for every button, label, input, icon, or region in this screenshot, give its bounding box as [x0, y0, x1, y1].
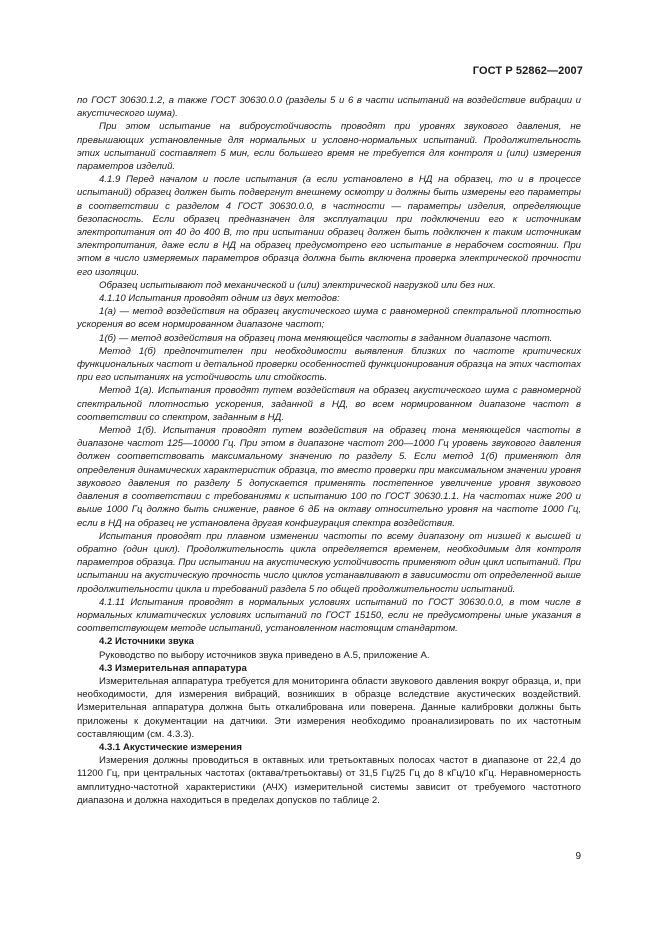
paragraph-method-1a: Метод 1(а). Испытания проводят путем воздействия на образец акустического шума с равномерной спектральной плотностью ускорения, заданной в НД, во всем нормированном диапазоне частот в соответствии со спектром, заданным в НД.	[77, 385, 581, 423]
document-body	[77, 94, 581, 807]
document-header: ГОСТ Р 52862—2007	[472, 65, 583, 77]
section-text-4-2: Руководство по выбору источников звука приведено в А.5, приложение А.	[99, 649, 430, 661]
paragraph-test-cycle: Испытания проводят при плавном изменении частоты по всему диапазону от низшей к высшей и обратно (один цикл). Продолжительность цикла определяется временем, необходимым для контроля параметров образца. При испытании на акустическую устойчивость применяют один цикл испытаний. При испытании на акустическую прочность число циклов устанавливают в зависимости от определенной выше продолжительности цикла и требований раздела 5 по общей продолжительности испытаний.	[77, 530, 581, 595]
paragraph-load-conditions: Образец испытывают под механической и (или) электрической нагрузкой или без них.	[99, 279, 496, 291]
section-heading-4-3: 4.3 Измерительная аппаратура	[99, 662, 247, 674]
section-heading-4-3-1: 4.3.1 Акустические измерения	[99, 741, 242, 753]
paragraph-4-1-11: 4.1.11 Испытания проводят в нормальных условиях испытаний по ГОСТ 30630.0.0, в том числе в нормальных климатических условиях испытаний по ГОСТ 15150, если не предусмотрены иные указания в соответствующем методе испытаний, установленном настоящим стандартом.	[77, 596, 581, 635]
paragraph-method-1b: Метод 1(б). Испытания проводят путем воздействия на образец тона меняющейся частоты в диапазоне частот 125—10000 Гц. При этом в диапазоне частот 200—1000 Гц уровень звукового давления должен соответствовать максимальному значению по разделу 5. Если метод 1(б) применяют для определения динамических характеристик образца, то вместо проверки при максимальном значении уровня звукового давления по разделу 5 допускается применять постепенное увеличение уровня звукового давления в соответствии с требованиями к испытанию 100 по ГОСТ 30630.1.1. На частотах ниже 200 и выше 1000 Гц должно быть снижение, равное 6 дБ на октаву относительно уровня на частоте 1000 Гц, если в НД на образец не установлена другая конфигурация спектра воздействия.	[77, 425, 581, 529]
paragraph-continuation: по ГОСТ 30630.1.2, а также ГОСТ 30630.0.0 (разделы 5 и 6 в части испытаний на воздействие вибрации и акустического шума).	[77, 95, 581, 120]
paragraph-method-1b-preferred: Метод 1(б) предпочтителен при необходимости выявления близких по частоте критических функциональных частот и детальной проверки особенностей функционирования образца на этих частотах при его испытаниях на устойчивость или стойкость.	[77, 345, 581, 384]
paragraph-method-1a-def: 1(а) — метод воздействия на образец акустического шума с равномерной спектральной плотностью ускорения во всем нормированном диапазоне частот;	[77, 306, 581, 331]
paragraph-vibration-resistance: При этом испытание на виброустойчивость проводят при уровнях звукового давления, не превышающих установленные для нормальных и условно-нормальных испытаний. Продолжительность этих испытаний составляет 5 мин, если большего время не требуется для контроля и (или) измерения параметров изделий.	[77, 121, 581, 173]
paragraph-method-1b-def: 1(б) — метод воздействия на образец тона меняющейся частоты в заданном диапазоне частот.	[99, 332, 553, 344]
section-text-4-3: Измерительная аппаратура требуется для мониторинга области звукового давления вокруг образца, и, при необходимости, для измерения вибраций, возникших в образце вследствие акустических воздействий. Измерительная аппаратура должна быть откалиброванa или поверена. Данные калибровки должны быть приложены к документации на датчики. Эти измерения необходимо проанализировать по их частотным составляющим (см. 4.3.3).	[77, 675, 581, 740]
paragraph-4-1-10: 4.1.10 Испытания проводят одним из двух методов:	[99, 293, 340, 305]
section-heading-4-2: 4.2 Источники звука	[99, 636, 194, 648]
paragraph-4-1-9: 4.1.9 Перед началом и после испытания (а если установлено в НД на образец, то и в процессе испытаний) образец должен быть подвергнут внешнему осмотру и должны быть измерены его параметры в соответствии с разделом 4 ГОСТ 30630.0.0, в частности — параметры изделия, определяющие безопасность. Если образец предназначен для эксплуатации при подключении его к источникам электропитания от 40 до 400 В, то при испытании образец должен быть подключен к таким источникам электропитания, даже если в НД на образец предусмотрено его испытание в нерабочем состоянии. При этом в число измеряемых параметров образца должна быть включена проверка электрической прочности его изоляции.	[77, 174, 581, 278]
page-number: 9	[575, 851, 581, 862]
section-text-4-3-1: Измерения должны проводиться в октавных или третьоктавных полосах частот в диапазоне от 22,4 до 11200 Гц, при центральных частотах (октава/третьоктавы) от 31,5 Гц/25 Гц до 8 кГц/10 кГц. Неравномерность амплитудно-частотной характеристики (АЧХ) измерительной системы зависит от требуемого частотного диапазона и должна находиться в пределах допусков по таблице 2.	[77, 755, 581, 806]
